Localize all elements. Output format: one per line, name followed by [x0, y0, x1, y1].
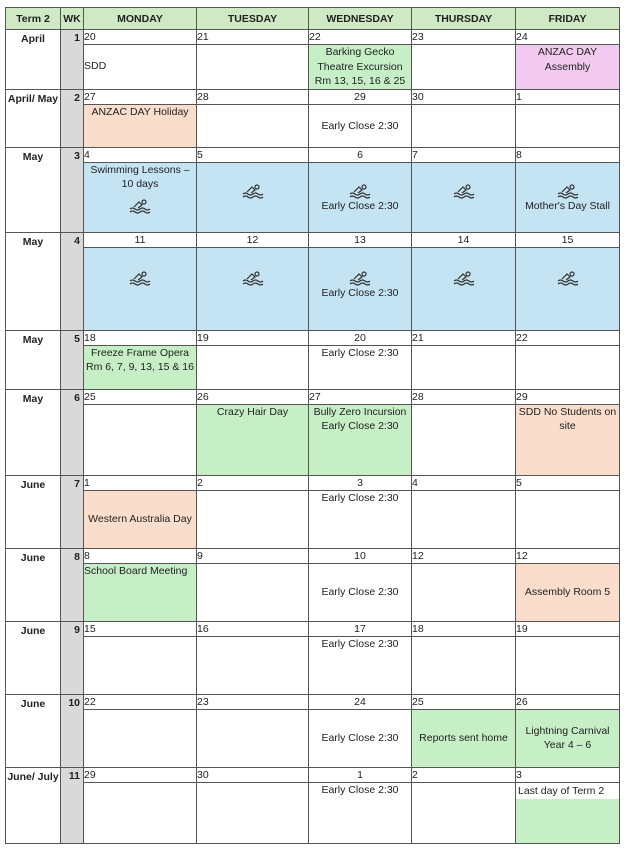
date-number: 6: [309, 147, 412, 162]
date-number: 15: [516, 232, 620, 247]
date-number: 4: [412, 475, 516, 490]
event-text: Mother's Day Stall: [525, 199, 610, 212]
empty-cell: [197, 45, 309, 90]
swimmer-icon: [452, 270, 476, 286]
event-text: Swimming Lessons – 10 days: [90, 163, 190, 190]
date-number: 20: [309, 330, 412, 345]
empty-cell: [84, 636, 197, 694]
event-text: SDD: [84, 60, 107, 72]
tuesday-header: TUESDAY: [197, 8, 309, 30]
swim-cell: [412, 247, 516, 330]
empty-cell: [197, 563, 309, 621]
monday-header: MONDAY: [84, 8, 197, 30]
date-number: 29: [84, 767, 197, 782]
date-number: 12: [197, 232, 309, 247]
week-2-events-row: [6, 104, 620, 147]
empty-cell: [412, 563, 516, 621]
empty-cell: [516, 104, 620, 147]
month-label: May: [6, 147, 61, 232]
swimmer-icon: [241, 183, 265, 199]
date-number: 12: [412, 548, 516, 563]
event-cell: Early Close 2:30: [309, 636, 412, 694]
friday-header: FRIDAY: [516, 8, 620, 30]
week-8-dates-row: [6, 548, 620, 563]
date-number: 28: [197, 89, 309, 104]
date-number: 16: [197, 621, 309, 636]
event-cell: [309, 104, 412, 147]
event-cell: [516, 782, 620, 844]
date-number: 24: [309, 694, 412, 709]
swim-cell: [412, 162, 516, 232]
empty-cell: [84, 709, 197, 767]
empty-cell: [197, 782, 309, 844]
date-number: 5: [197, 147, 309, 162]
month-label: June: [6, 475, 61, 548]
swimmer-icon: [241, 270, 265, 286]
week-number: 7: [61, 475, 84, 548]
week-7-dates-row: [6, 475, 620, 490]
date-number: 5: [516, 475, 620, 490]
empty-cell: [84, 404, 197, 475]
empty-cell: [412, 636, 516, 694]
date-number: 13: [309, 232, 412, 247]
date-number: 2: [197, 475, 309, 490]
date-number: 1: [516, 89, 620, 104]
event-cell: Reports sent home: [412, 709, 516, 767]
month-label: June: [6, 548, 61, 621]
date-number: 29: [309, 89, 412, 104]
date-number: 11: [84, 232, 197, 247]
event-cell: SDD No Students on site: [516, 404, 620, 475]
week-9-dates-row: [6, 621, 620, 636]
empty-cell: [197, 345, 309, 389]
header-row: [6, 8, 620, 30]
event-text: Early Close 2:30: [321, 199, 399, 212]
event-cell: School Board Meeting: [84, 563, 197, 621]
week-11-dates-row: [6, 767, 620, 782]
week-number: 11: [61, 767, 84, 844]
empty-cell: [412, 45, 516, 90]
term-header: Term 2: [6, 8, 61, 30]
event-text: Last day of Term 2: [518, 784, 605, 797]
month-label: June: [6, 694, 61, 767]
swimmer-icon: [128, 198, 152, 214]
empty-cell: [197, 636, 309, 694]
week-5-events-row: [6, 345, 620, 389]
date-number: 19: [516, 621, 620, 636]
swim-cell: [516, 247, 620, 330]
empty-cell: [197, 709, 309, 767]
date-number: 22: [309, 30, 412, 45]
event-cell: [516, 162, 620, 232]
week-number: 6: [61, 389, 84, 475]
date-number: 20: [84, 30, 197, 45]
week-number: 4: [61, 232, 84, 330]
empty-cell: [412, 104, 516, 147]
empty-cell: [84, 782, 197, 844]
swimmer-icon: [556, 183, 580, 199]
event-cell: [309, 247, 412, 330]
swimmer-icon: [452, 183, 476, 199]
empty-cell: [516, 636, 620, 694]
date-number: 23: [197, 694, 309, 709]
event-cell: Freeze Frame Opera Rm 6, 7, 9, 13, 15 & 16: [84, 345, 197, 389]
empty-cell: [412, 782, 516, 844]
week-1-events-row: [6, 45, 620, 90]
date-number: 18: [412, 621, 516, 636]
event-cell: Bully Zero Incursion Early Close 2:30: [309, 404, 412, 475]
swim-cell: [197, 247, 309, 330]
event-cell: ANZAC DAY Assembly: [516, 45, 620, 90]
week-1-dates-row: [6, 30, 620, 45]
month-label: June: [6, 621, 61, 694]
empty-cell: [412, 345, 516, 389]
date-number: 27: [84, 89, 197, 104]
week-2-dates-row: [6, 89, 620, 104]
wednesday-header: WEDNESDAY: [309, 8, 412, 30]
swimmer-icon: [556, 270, 580, 286]
week-number: 2: [61, 89, 84, 147]
date-number: 29: [516, 389, 620, 404]
month-label: May: [6, 330, 61, 389]
term-calendar: [5, 7, 620, 844]
week-10-events-row: [6, 709, 620, 767]
date-number: 28: [412, 389, 516, 404]
date-number: 8: [84, 548, 197, 563]
empty-cell: [516, 345, 620, 389]
week-number: 5: [61, 330, 84, 389]
event-cell: Early Close 2:30: [309, 345, 412, 389]
empty-cell: [412, 404, 516, 475]
date-number: 24: [516, 30, 620, 45]
date-number: 2: [412, 767, 516, 782]
date-number: 22: [516, 330, 620, 345]
swimmer-icon: [128, 270, 152, 286]
week-number: 9: [61, 621, 84, 694]
event-cell: Early Close 2:30: [309, 782, 412, 844]
week-10-dates-row: [6, 694, 620, 709]
event-cell: [309, 162, 412, 232]
date-number: 3: [516, 767, 620, 782]
week-number: 8: [61, 548, 84, 621]
month-label: May: [6, 232, 61, 330]
week-8-events-row: [6, 563, 620, 621]
empty-cell: [412, 490, 516, 548]
event-text: Early Close 2:30: [321, 286, 399, 299]
date-number: 10: [309, 548, 412, 563]
date-number: 30: [412, 89, 516, 104]
empty-cell: [516, 490, 620, 548]
event-cell: Barking Gecko Theatre Excursion Rm 13, 15, 16 & 25: [309, 45, 412, 90]
month-label: April: [6, 30, 61, 90]
date-number: 18: [84, 330, 197, 345]
date-number: 12: [516, 548, 620, 563]
date-number: 8: [516, 147, 620, 162]
event-cell: Western Australia Day: [84, 490, 197, 548]
week-number: 3: [61, 147, 84, 232]
month-label: May: [6, 389, 61, 475]
event-cell: [84, 162, 197, 232]
date-number: 4: [84, 147, 197, 162]
date-number: 26: [197, 389, 309, 404]
date-number: 9: [197, 548, 309, 563]
event-cell: ANZAC DAY Holiday: [84, 104, 197, 147]
date-number: 21: [197, 30, 309, 45]
week-11-events-row: [6, 782, 620, 844]
date-number: 25: [84, 389, 197, 404]
date-number: 25: [412, 694, 516, 709]
event-cell: Early Close 2:30: [309, 563, 412, 621]
event-cell: Crazy Hair Day: [197, 404, 309, 475]
event-cell: [84, 45, 197, 90]
event-cell: Early Close 2:30: [309, 490, 412, 548]
week-4-events-row: [6, 247, 620, 330]
empty-cell: [197, 104, 309, 147]
swim-cell: [197, 162, 309, 232]
week-3-dates-row: [6, 147, 620, 162]
swimmer-icon: [348, 270, 372, 286]
week-4-dates-row: [6, 232, 620, 247]
week-3-events-row: [6, 162, 620, 232]
wk-header: WK: [61, 8, 84, 30]
week-7-events-row: [6, 490, 620, 548]
empty-cell: [197, 490, 309, 548]
date-number: 27: [309, 389, 412, 404]
date-number: 17: [309, 621, 412, 636]
swimmer-icon: [348, 183, 372, 199]
event-cell: Lightning Carnival Year 4 – 6: [516, 709, 620, 767]
month-label: June/ July: [6, 767, 61, 844]
event-cell: Early Close 2:30: [309, 709, 412, 767]
swim-cell: [84, 247, 197, 330]
event-text: Early Close 2:30: [321, 119, 399, 132]
week-9-events-row: [6, 636, 620, 694]
week-5-dates-row: [6, 330, 620, 345]
date-number: 1: [84, 475, 197, 490]
week-number: 10: [61, 694, 84, 767]
date-number: 14: [412, 232, 516, 247]
date-number: 21: [412, 330, 516, 345]
event-cell: Assembly Room 5: [516, 563, 620, 621]
date-number: 22: [84, 694, 197, 709]
date-number: 23: [412, 30, 516, 45]
date-number: 19: [197, 330, 309, 345]
date-number: 15: [84, 621, 197, 636]
date-number: 7: [412, 147, 516, 162]
event-fill: [516, 799, 619, 843]
week-6-events-row: [6, 404, 620, 475]
date-number: 30: [197, 767, 309, 782]
date-number: 3: [309, 475, 412, 490]
date-number: 26: [516, 694, 620, 709]
week-number: 1: [61, 30, 84, 90]
month-label: April/ May: [6, 89, 61, 147]
week-6-dates-row: [6, 389, 620, 404]
thursday-header: THURSDAY: [412, 8, 516, 30]
date-number: 1: [309, 767, 412, 782]
